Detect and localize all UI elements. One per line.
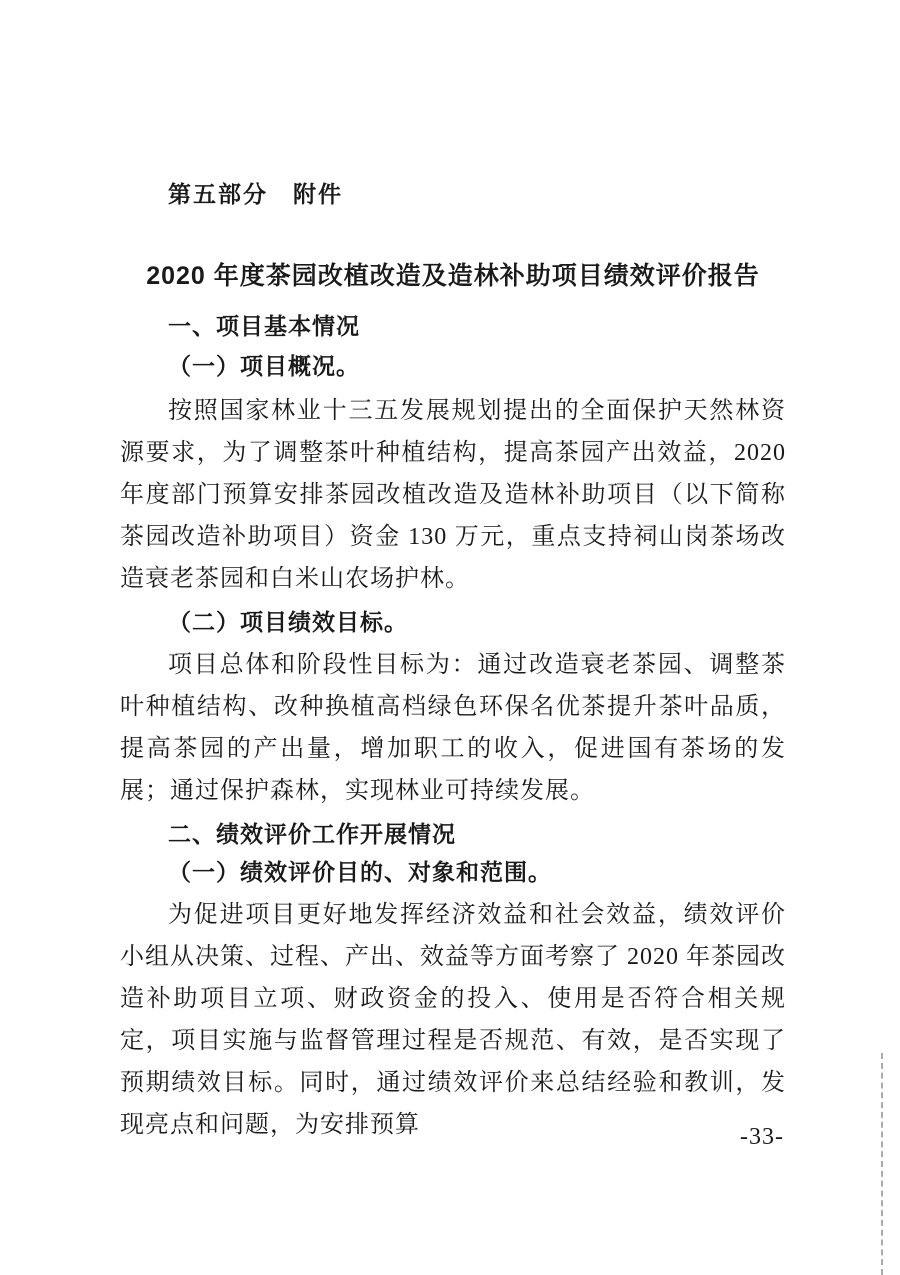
subsection-heading-2-1: （一）绩效评价目的、对象和范围。 (168, 859, 552, 885)
subsection-heading-1-1: （一）项目概况。 (168, 353, 360, 379)
scan-edge-dashed-line (881, 1053, 883, 1275)
page-number: -33- (740, 1124, 784, 1150)
paragraph-evaluation-purpose: 为促进项目更好地发挥经济效益和社会效益，绩效评价小组从决策、过程、产出、效益等方面考察了 2020 年茶园改造补助项目立项、财政资金的投入、使用是否符合相关规定，项目实施与监督管理过程是否规范、有效，是否实现了预期绩效目标。同时，通过绩效评价来总结经验和教训，发现亮点和问题，为安排预算 (120, 902, 786, 1138)
paragraph-project-overview: 按照国家林业十三五发展规划提出的全面保护天然林资源要求，为了调整茶叶种植结构，提高茶园产出效益，2020 年度部门预算安排茶园改植改造及造林补助项目（以下简称茶园改造补助项目）资金 130 万元，重点支持祠山岗茶场改造衰老茶园和白米山农场护林。 (120, 398, 786, 592)
section-heading-2: 二、绩效评价工作开展情况 (168, 821, 456, 847)
section-heading-1: 一、项目基本情况 (168, 313, 360, 339)
document-content (120, 182, 786, 1146)
paragraph-performance-goals: 项目总体和阶段性目标为：通过改造衰老茶园、调整茶叶种植结构、改种换植高档绿色环保名优茶提升茶叶品质，提高茶园的产出量，增加职工的收入，促进国有茶场的发展；通过保护森林，实现林业可持续发展。 (120, 652, 786, 804)
document-title: 2020 年度茶园改植改造及造林补助项目绩效评价报告 (146, 262, 760, 290)
part-label: 第五部分 附件 (168, 181, 343, 207)
subsection-heading-1-2: （二）项目绩效目标。 (168, 609, 408, 635)
